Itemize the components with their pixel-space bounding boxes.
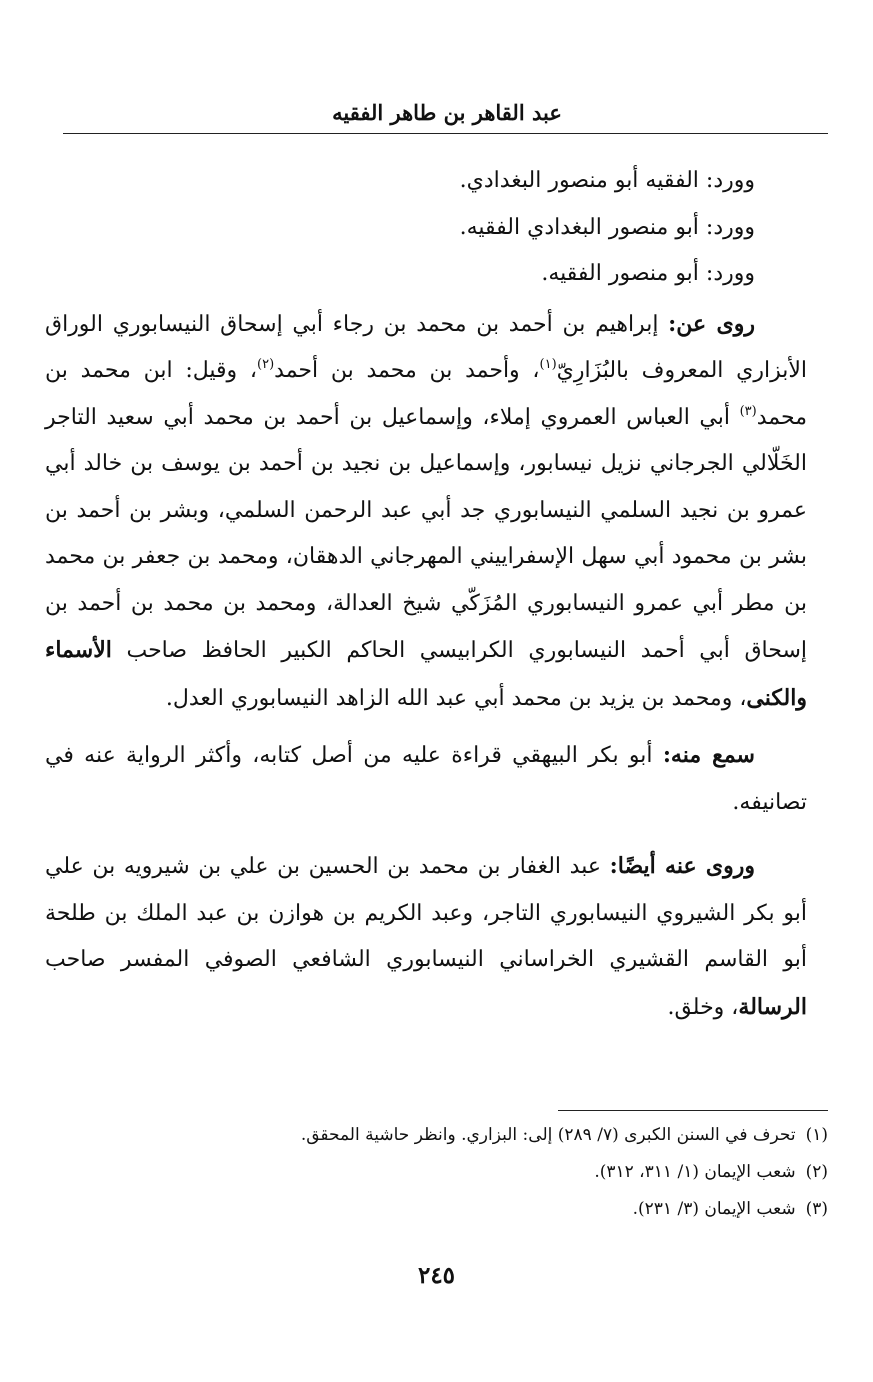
footnote-ref: (١) [539, 357, 557, 372]
paragraph-text: أبي العباس العمروي إملاء، وإسماعيل بن أحمد بن محمد أبي سعيد التاجر الخَلّالي الجرجاني نزيل نيسابور، وإسماعيل بن نجيد بن أحمد بن يوسف بن خالد أبي عمرو بن نجيد السلمي النيسابوري جد أبي عبد الرحمن السلمي، وبشر بن أحمد بن بشر بن محمود أبي سهل الإسفراييني المهرجاني الدهقان، ومحمد بن جعفر بن محمد بن مطر أبي عمرو النيسابوري المُزَكّي شيخ العدالة، ومحمد بن محمد بن أحمد بن إسحاق أبي أحمد النيسابوري الكرابيسي الحاكم الكبير الحافظ صاحب [45, 404, 807, 663]
name-variant: وورد: أبو منصور الفقيه. [541, 261, 755, 286]
spacer [45, 826, 807, 843]
footnote-number: (١) [805, 1125, 828, 1145]
section-lead: وروى عنه أيضًا: [609, 853, 756, 879]
book-title: الأسماء والكنى [45, 637, 807, 711]
footnote-ref: (٢) [257, 357, 275, 372]
footnote-text: تحرف في السنن الكبرى (٧/ ٢٨٩) إلى: البزاري. وانظر حاشية المحقق. [300, 1125, 796, 1145]
paragraph-text: ، وخلق. [667, 994, 739, 1020]
name-variant: وورد: أبو منصور البغدادي الفقيه. [459, 214, 755, 240]
footnote-rule [558, 1110, 828, 1111]
footnote [48, 1154, 828, 1191]
also-narrated-by-paragraph [45, 843, 807, 1031]
main-text [45, 158, 807, 1031]
footnote-text: شعب الإيمان (٣/ ٢٣١). [632, 1199, 796, 1219]
section-lead: روى عن: [668, 310, 755, 337]
footnote [48, 1117, 828, 1154]
footnote-ref: (٣) [739, 403, 757, 419]
footnote [48, 1191, 828, 1228]
footnote-number: (٣) [805, 1199, 828, 1219]
footnotes [48, 1117, 828, 1228]
page-number: ٢٤٥ [417, 1262, 456, 1289]
name-variant: وورد: الفقيه أبو منصور البغدادي. [459, 168, 755, 193]
paragraph-text: ، ومحمد بن يزيد بن محمد أبي عبد الله الزاهد النيسابوري العدل. [165, 685, 747, 711]
paragraph-text: عبد الغفار بن محمد بن الحسين بن علي بن شيرويه بن علي أبو بكر الشيروي النيسابوري التاجر، وعبد الكريم بن هوازن بن عبد الملك بن طلحة أبو القاسم القشيري الخراساني النيسابوري الشافعي الصوفي المفسر صاحب [45, 854, 807, 972]
narrated-from-paragraph [45, 301, 807, 723]
running-header: عبد القاهر بن طاهر الفقيه [332, 100, 562, 125]
spacer [45, 722, 807, 732]
header-rule [63, 133, 828, 134]
paragraph-text: أبو بكر البيهقي قراءة عليه من أصل كتابه، وأكثر الرواية عنه في تصانيفه. [45, 743, 807, 815]
footnote-number: (٢) [805, 1162, 828, 1182]
book-title: الرسالة [738, 993, 807, 1020]
footnote-text: شعب الإيمان (١/ ٣١١، ٣١٢). [594, 1162, 796, 1182]
paragraph-text: ، وقيل: ابن محمد بن محمد [45, 358, 807, 430]
paragraph-text: ، وأحمد بن محمد بن أحمد [274, 358, 540, 383]
paragraph-text: إبراهيم بن أحمد بن محمد بن رجاء أبي إسحاق النيسابوري الوراق الأبزاري المعروف بالبُزَارِيّ [45, 311, 808, 383]
heard-from-him-paragraph [45, 732, 807, 826]
section-lead: سمع منه: [662, 742, 755, 768]
